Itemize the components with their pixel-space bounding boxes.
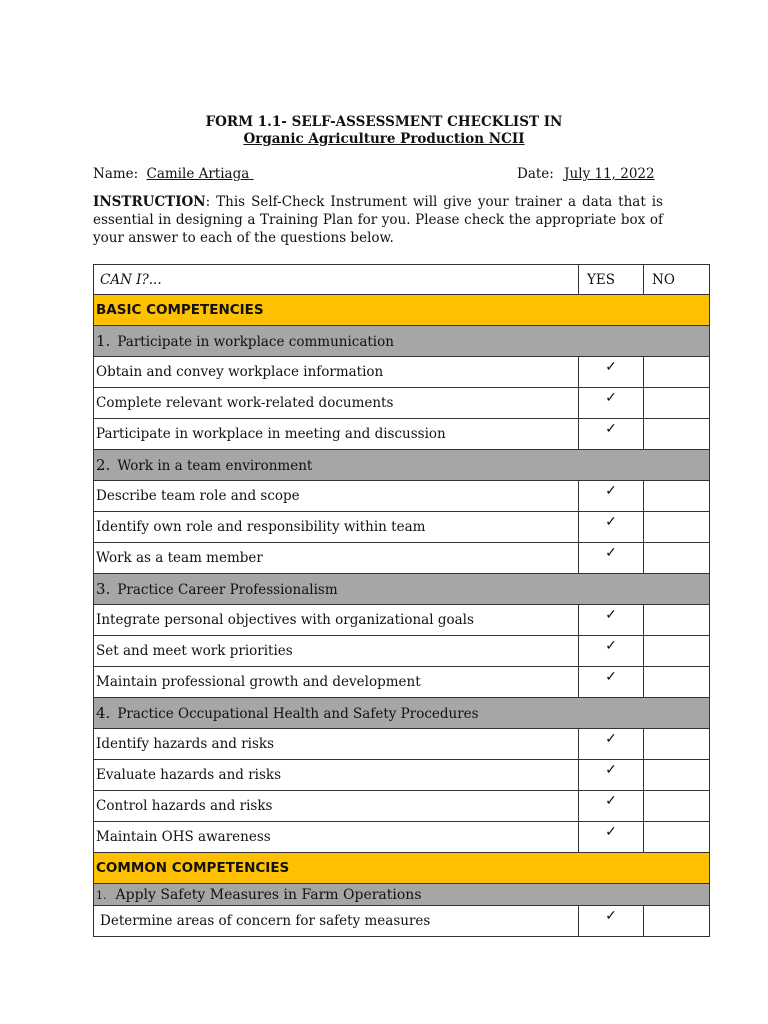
self-assessment-table: [93, 264, 710, 937]
yes-check-cell[interactable]: [579, 605, 644, 636]
yes-check-cell[interactable]: [579, 357, 644, 388]
yes-check-cell[interactable]: [579, 667, 644, 698]
yes-check-cell[interactable]: [579, 419, 644, 450]
section-title: Apply Safety Measures in Farm Operations: [115, 886, 422, 903]
section-row: [94, 326, 710, 357]
check-icon: ✓: [605, 421, 617, 437]
competency-label: Obtain and convey workplace information: [94, 357, 579, 388]
section-row: [94, 884, 710, 906]
form-title: FORM 1.1- SELF-ASSESSMENT CHECKLIST IN: [205, 114, 563, 130]
yes-check-cell[interactable]: [579, 906, 644, 937]
yes-check-cell[interactable]: [579, 791, 644, 822]
table-row: [94, 667, 710, 698]
no-check-cell[interactable]: [644, 729, 710, 760]
section-title: Practice Occupational Health and Safety Procedures: [117, 706, 479, 722]
table-row: [94, 729, 710, 760]
table-row: [94, 636, 710, 667]
name-value: Camile Artiaga: [146, 166, 250, 182]
no-check-cell[interactable]: [644, 543, 710, 574]
basic-competencies-heading: BASIC COMPETENCIES: [94, 295, 710, 326]
check-icon: ✓: [605, 638, 617, 654]
table-row: [94, 357, 710, 388]
no-check-cell[interactable]: [644, 822, 710, 853]
no-check-cell[interactable]: [644, 636, 710, 667]
table-row: [94, 419, 710, 450]
common-competencies-heading: COMMON COMPETENCIES: [94, 853, 710, 884]
competency-label: Work as a team member: [94, 543, 579, 574]
check-icon: ✓: [605, 359, 617, 375]
competency-label: Identify hazards and risks: [94, 729, 579, 760]
competency-label: Maintain OHS awareness: [94, 822, 579, 853]
table-row: [94, 388, 710, 419]
check-icon: ✓: [605, 908, 617, 924]
check-icon: ✓: [605, 669, 617, 685]
table-row: [94, 543, 710, 574]
section-number: 4.: [96, 704, 111, 722]
no-check-cell[interactable]: [644, 667, 710, 698]
competency-label: Describe team role and scope: [94, 481, 579, 512]
check-icon: ✓: [605, 514, 617, 530]
section-number: 1.: [96, 332, 111, 350]
table-row: [94, 822, 710, 853]
header-can-i: CAN I?...: [94, 265, 579, 295]
no-check-cell[interactable]: [644, 388, 710, 419]
check-icon: ✓: [605, 793, 617, 809]
check-icon: ✓: [605, 607, 617, 623]
competency-label: Identify own role and responsibility within team: [94, 512, 579, 543]
yes-check-cell[interactable]: [579, 481, 644, 512]
table-row: [94, 512, 710, 543]
section-title: Participate in workplace communication: [117, 334, 394, 350]
section-row: [94, 450, 710, 481]
header-no: NO: [644, 265, 710, 295]
yes-check-cell[interactable]: [579, 636, 644, 667]
category-row-common: [94, 853, 710, 884]
yes-check-cell[interactable]: [579, 388, 644, 419]
category-row-basic: [94, 295, 710, 326]
section-title: Work in a team environment: [117, 458, 313, 474]
date-field: [517, 166, 655, 182]
table-header-row: [94, 265, 710, 295]
no-check-cell[interactable]: [644, 791, 710, 822]
date-label: Date:: [517, 166, 554, 182]
section-number: 2.: [96, 456, 111, 474]
table-row: [94, 605, 710, 636]
instruction-label: INSTRUCTION: [93, 194, 206, 210]
date-value: July 11, 2022: [564, 166, 655, 182]
competency-label: Complete relevant work-related documents: [94, 388, 579, 419]
check-icon: ✓: [605, 390, 617, 406]
section-number: 3.: [96, 580, 111, 598]
section-row: [94, 574, 710, 605]
instruction-paragraph: [93, 193, 663, 247]
section-row: [94, 698, 710, 729]
competency-label: Control hazards and risks: [94, 791, 579, 822]
no-check-cell[interactable]: [644, 481, 710, 512]
header-yes: YES: [579, 265, 644, 295]
no-check-cell[interactable]: [644, 760, 710, 791]
check-icon: ✓: [605, 824, 617, 840]
check-icon: ✓: [605, 731, 617, 747]
yes-check-cell[interactable]: [579, 729, 644, 760]
table-row: [94, 906, 710, 937]
name-label: Name:: [93, 166, 139, 182]
form-subtitle: Organic Agriculture Production NCII: [243, 131, 525, 147]
check-icon: ✓: [605, 545, 617, 561]
yes-check-cell[interactable]: [579, 822, 644, 853]
yes-check-cell[interactable]: [579, 543, 644, 574]
no-check-cell[interactable]: [644, 605, 710, 636]
no-check-cell[interactable]: [644, 512, 710, 543]
no-check-cell[interactable]: [644, 906, 710, 937]
competency-label: Set and meet work priorities: [94, 636, 579, 667]
competency-label: Integrate personal objectives with organizational goals: [94, 605, 579, 636]
competency-label: Determine areas of concern for safety measures: [94, 906, 579, 937]
yes-check-cell[interactable]: [579, 512, 644, 543]
table-row: [94, 760, 710, 791]
check-icon: ✓: [605, 483, 617, 499]
table-row: [94, 791, 710, 822]
name-field: [93, 166, 254, 182]
check-icon: ✓: [605, 762, 617, 778]
no-check-cell[interactable]: [644, 419, 710, 450]
competency-label: Evaluate hazards and risks: [94, 760, 579, 791]
competency-label: Participate in workplace in meeting and discussion: [94, 419, 579, 450]
table-row: [94, 481, 710, 512]
competency-label: Maintain professional growth and development: [94, 667, 579, 698]
yes-check-cell[interactable]: [579, 760, 644, 791]
section-number: 1.: [96, 888, 107, 902]
no-check-cell[interactable]: [644, 357, 710, 388]
instruction-text: : This Self-Check Instrument will give your trainer a data that is essential in designing a Training Plan for you. Please check the appropriate box of your answer to each of the questions below.: [93, 194, 663, 246]
section-title: Practice Career Professionalism: [117, 582, 338, 598]
